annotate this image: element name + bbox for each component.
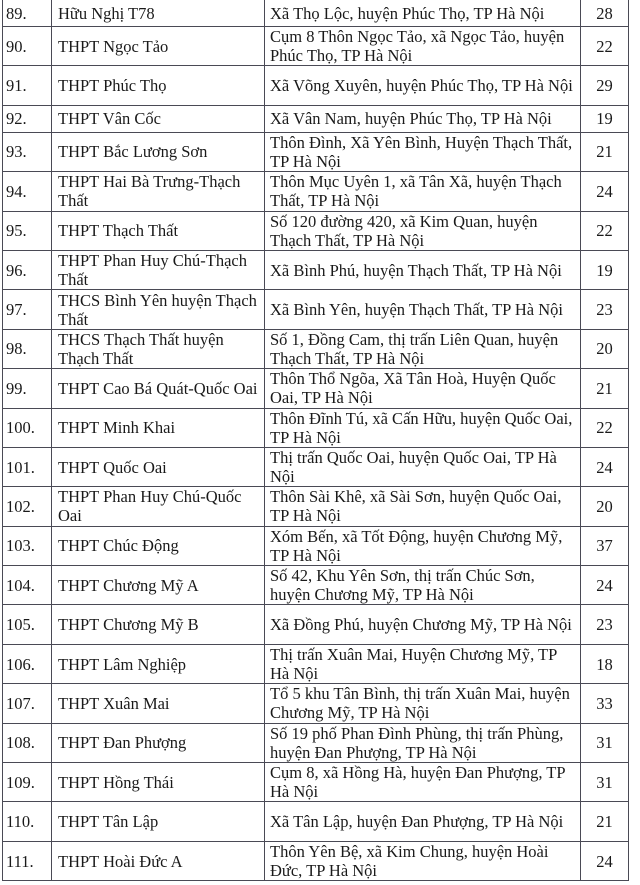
- table-row: [3, 27, 629, 66]
- row-number: 108.: [3, 723, 52, 762]
- row-number: 89.: [3, 0, 52, 27]
- table-row: [3, 605, 629, 644]
- table-row: [3, 172, 629, 211]
- school-address: Tổ 5 khu Tân Bình, thị trấn Xuân Mai, huyện Chương Mỹ, TP Hà Nội: [265, 684, 581, 723]
- row-count: 31: [581, 763, 629, 802]
- table-row: [3, 0, 629, 27]
- school-name: THPT Hồng Thái: [52, 763, 265, 802]
- table-row: [3, 447, 629, 486]
- school-address: Xã Tân Lập, huyện Đan Phượng, TP Hà Nội: [265, 802, 581, 841]
- school-address: Xã Bình Phú, huyện Thạch Thất, TP Hà Nội: [265, 250, 581, 289]
- row-count: 23: [581, 290, 629, 329]
- table-row: [3, 132, 629, 171]
- school-name: THCS Bình Yên huyện Thạch Thất: [52, 290, 265, 329]
- school-name: THPT Quốc Oai: [52, 447, 265, 486]
- row-count: 19: [581, 105, 629, 132]
- row-count: 28: [581, 0, 629, 27]
- row-number: 106.: [3, 644, 52, 683]
- row-count: 20: [581, 329, 629, 368]
- school-name: THPT Thạch Thất: [52, 211, 265, 250]
- row-number: 95.: [3, 211, 52, 250]
- table-row: [3, 250, 629, 289]
- table-row: [3, 723, 629, 762]
- row-number: 90.: [3, 27, 52, 66]
- school-name: THPT Phan Huy Chú-Thạch Thất: [52, 250, 265, 289]
- school-address: Số 1, Đồng Cam, thị trấn Liên Quan, huyện Thạch Thất, TP Hà Nội: [265, 329, 581, 368]
- table-row: [3, 526, 629, 565]
- row-number: 92.: [3, 105, 52, 132]
- table-row: [3, 487, 629, 526]
- row-count: 24: [581, 172, 629, 211]
- row-count: 23: [581, 605, 629, 644]
- school-name: THPT Xuân Mai: [52, 684, 265, 723]
- school-address: Thị trấn Xuân Mai, Huyện Chương Mỹ, TP Hà Nội: [265, 644, 581, 683]
- row-count: 22: [581, 211, 629, 250]
- table-row: [3, 329, 629, 368]
- school-address: Thôn Sài Khê, xã Sài Sơn, huyện Quốc Oai, TP Hà Nội: [265, 487, 581, 526]
- school-address: Xóm Bến, xã Tốt Động, huyện Chương Mỹ, TP Hà Nội: [265, 526, 581, 565]
- table-row: [3, 802, 629, 841]
- row-number: 93.: [3, 132, 52, 171]
- school-address: Xã Bình Yên, huyện Thạch Thất, TP Hà Nội: [265, 290, 581, 329]
- row-count: 31: [581, 723, 629, 762]
- school-address: Thị trấn Quốc Oai, huyện Quốc Oai, TP Hà Nội: [265, 447, 581, 486]
- row-count: 24: [581, 447, 629, 486]
- row-count: 24: [581, 841, 629, 880]
- table-body: [3, 0, 629, 881]
- school-address: Xã Thọ Lộc, huyện Phúc Thọ, TP Hà Nội: [265, 0, 581, 27]
- row-count: 29: [581, 66, 629, 105]
- row-count: 22: [581, 408, 629, 447]
- row-count: 21: [581, 802, 629, 841]
- school-address: Số 42, Khu Yên Sơn, thị trấn Chúc Sơn, huyện Chương Mỹ, TP Hà Nội: [265, 566, 581, 605]
- school-name: THCS Thạch Thất huyện Thạch Thất: [52, 329, 265, 368]
- school-name: THPT Tân Lập: [52, 802, 265, 841]
- school-address: Xã Võng Xuyên, huyện Phúc Thọ, TP Hà Nội: [265, 66, 581, 105]
- row-count: 20: [581, 487, 629, 526]
- table-row: [3, 66, 629, 105]
- school-name: THPT Chương Mỹ A: [52, 566, 265, 605]
- table-row: [3, 841, 629, 880]
- table-row: [3, 211, 629, 250]
- row-number: 94.: [3, 172, 52, 211]
- row-number: 105.: [3, 605, 52, 644]
- row-number: 91.: [3, 66, 52, 105]
- school-address: Cụm 8, xã Hồng Hà, huyện Đan Phượng, TP Hà Nội: [265, 763, 581, 802]
- table-row: [3, 566, 629, 605]
- school-name: Hữu Nghị T78: [52, 0, 265, 27]
- row-count: 18: [581, 644, 629, 683]
- row-number: 101.: [3, 447, 52, 486]
- row-number: 103.: [3, 526, 52, 565]
- school-name: THPT Chương Mỹ B: [52, 605, 265, 644]
- school-name: THPT Phúc Thọ: [52, 66, 265, 105]
- row-count: 24: [581, 566, 629, 605]
- school-name: THPT Ngọc Tảo: [52, 27, 265, 66]
- school-name: THPT Bắc Lương Sơn: [52, 132, 265, 171]
- school-address: Xã Đồng Phú, huyện Chương Mỹ, TP Hà Nội: [265, 605, 581, 644]
- school-name: THPT Chúc Động: [52, 526, 265, 565]
- row-number: 98.: [3, 329, 52, 368]
- row-count: 37: [581, 526, 629, 565]
- table-row: [3, 644, 629, 683]
- school-address: Xã Vân Nam, huyện Phúc Thọ, TP Hà Nội: [265, 105, 581, 132]
- table-row: [3, 290, 629, 329]
- school-address: Thôn Đĩnh Tú, xã Cấn Hữu, huyện Quốc Oai, TP Hà Nội: [265, 408, 581, 447]
- row-number: 102.: [3, 487, 52, 526]
- school-name: THPT Cao Bá Quát-Quốc Oai: [52, 369, 265, 408]
- row-count: 21: [581, 132, 629, 171]
- row-number: 104.: [3, 566, 52, 605]
- school-name: THPT Hai Bà Trưng-Thạch Thất: [52, 172, 265, 211]
- school-address: Thôn Thổ Ngõa, Xã Tân Hoà, Huyện Quốc Oai, TP Hà Nội: [265, 369, 581, 408]
- row-number: 99.: [3, 369, 52, 408]
- row-count: 33: [581, 684, 629, 723]
- row-number: 110.: [3, 802, 52, 841]
- school-address: Thôn Mục Uyên 1, xã Tân Xã, huyện Thạch Thất, TP Hà Nội: [265, 172, 581, 211]
- school-address: Thôn Yên Bệ, xã Kim Chung, huyện Hoài Đức, TP Hà Nội: [265, 841, 581, 880]
- row-number: 100.: [3, 408, 52, 447]
- row-number: 107.: [3, 684, 52, 723]
- table-row: [3, 369, 629, 408]
- row-count: 22: [581, 27, 629, 66]
- row-count: 19: [581, 250, 629, 289]
- row-number: 109.: [3, 763, 52, 802]
- row-count: 21: [581, 369, 629, 408]
- school-address: Số 19 phố Phan Đình Phùng, thị trấn Phùng, huyện Đan Phượng, TP Hà Nội: [265, 723, 581, 762]
- school-name: THPT Đan Phượng: [52, 723, 265, 762]
- school-name: THPT Hoài Đức A: [52, 841, 265, 880]
- school-name: THPT Phan Huy Chú-Quốc Oai: [52, 487, 265, 526]
- table-row: [3, 684, 629, 723]
- school-address: Số 120 đường 420, xã Kim Quan, huyện Thạch Thất, TP Hà Nội: [265, 211, 581, 250]
- school-name: THPT Minh Khai: [52, 408, 265, 447]
- school-list-table: [2, 0, 629, 881]
- row-number: 97.: [3, 290, 52, 329]
- row-number: 111.: [3, 841, 52, 880]
- table-row: [3, 105, 629, 132]
- school-address: Cụm 8 Thôn Ngọc Tảo, xã Ngọc Tảo, huyện Phúc Thọ, TP Hà Nội: [265, 27, 581, 66]
- row-number: 96.: [3, 250, 52, 289]
- school-name: THPT Vân Cốc: [52, 105, 265, 132]
- school-address: Thôn Đình, Xã Yên Bình, Huyện Thạch Thất, TP Hà Nội: [265, 132, 581, 171]
- table-row: [3, 763, 629, 802]
- school-name: THPT Lâm Nghiệp: [52, 644, 265, 683]
- table-row: [3, 408, 629, 447]
